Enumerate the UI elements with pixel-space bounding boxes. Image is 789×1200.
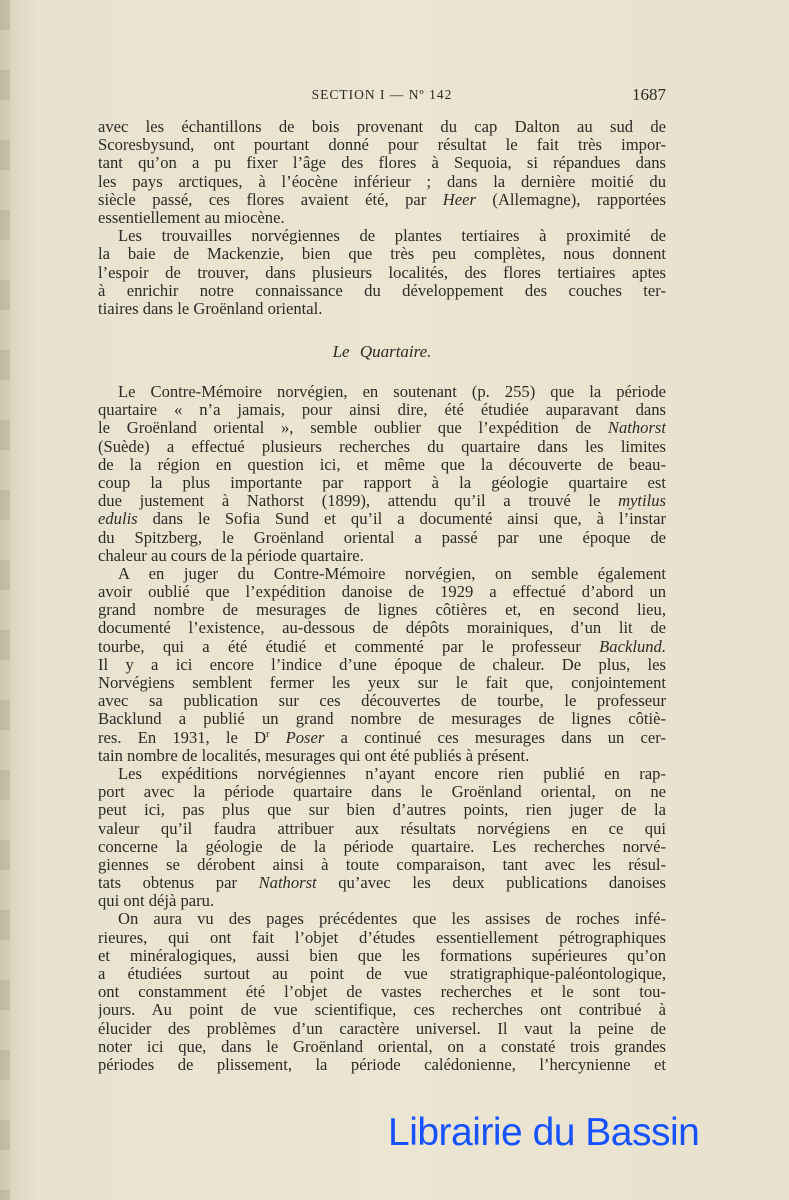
page-number: 1687 xyxy=(632,85,666,104)
text-line: (Suède) a effectué plusieurs recherches du quartaire dans les limites xyxy=(98,437,666,456)
text-line: res. En 1931, le $D^r$ Poser a continué ces mesurages dans un cer- xyxy=(98,728,666,747)
text-line: documenté l’existence, au-dessous de dépôts morainiques, d’un lit de xyxy=(98,619,666,638)
italic-text: mytilus xyxy=(618,492,666,511)
text-line: A en juger du Contre-Mémoire norvégien, on semble également xyxy=(118,564,666,583)
text-line: concerne la géologie de la période quartaire. Les recherches norvé- xyxy=(98,837,666,856)
text-line: périodes de plissement, la période calédonienne, l’hercynienne et xyxy=(98,1055,666,1074)
section-heading: Le Quartaire. xyxy=(332,342,432,361)
paragraph xyxy=(98,227,666,318)
text-line: tant qu’on a pu fixer l’âge des flores à Sequoia, si répandues dans xyxy=(98,154,666,173)
text-line: Les expéditions norvégiennes n’ayant encore rien publié en rap- xyxy=(118,764,666,783)
text-line: due justement à Nathorst (1899), attendu qu’il a trouvé le mytilus xyxy=(98,492,666,511)
text-line: Le Contre-Mémoire norvégien, en soutenant (p. 255) que la période xyxy=(118,383,666,401)
italic-text: Nathorst xyxy=(607,419,666,438)
text-line: avec les échantillons de bois provenant du cap Dalton au sud de xyxy=(98,118,666,136)
paragraph xyxy=(98,565,666,765)
text-line: les pays arctiques, à l’éocène inférieur ; dans la dernière moitié du xyxy=(98,172,666,191)
text-block-tertiary xyxy=(98,118,666,318)
page-binding-edge xyxy=(0,0,10,1200)
text-line: noter ici que, dans le Groënland oriental, on a constaté trois grandes xyxy=(98,1037,666,1056)
italic-text: Heer xyxy=(442,190,476,209)
text-line: chaleur au cours de la période quartaire. xyxy=(98,546,364,565)
text-line: et minéralogiques, aussi bien que les formations supérieures qu’on xyxy=(98,946,666,965)
text-line: de la région en question ici, et même que la découverte de beau- xyxy=(98,455,666,474)
text-line: Scoresbysund, ont pourtant donné pour résultat le fait très impor- xyxy=(98,136,666,155)
text-line: edulis dans le Sofia Sund et qu’il a documenté ainsi que, à l’instar xyxy=(98,510,666,529)
text-block-quaternary xyxy=(98,383,666,1074)
text-line: jours. Au point de vue scientifique, ces recherches ont contribué à xyxy=(98,1001,666,1020)
italic-text: edulis xyxy=(98,510,138,529)
paragraph xyxy=(98,383,666,565)
text-line: valeur qu’il faudra attribuer aux résultats norvégiens en ce qui xyxy=(98,819,666,838)
text-line: élucider des problèmes d’un caractère universel. Il vaut la peine de xyxy=(98,1019,666,1038)
text-line: du Spitzberg, le Groënland oriental a passé par une époque de xyxy=(98,528,666,547)
italic-text: Nathorst xyxy=(258,874,317,893)
running-header xyxy=(98,85,666,107)
italic-text: Poser xyxy=(285,728,325,747)
text-line: port avec la période quartaire dans le Groënland oriental, on ne xyxy=(98,783,666,802)
italic-text: Backlund. xyxy=(599,637,666,656)
text-line: giennes se dérobent ainsi à toute comparaison, tant avec les résul- xyxy=(98,855,666,874)
text-line: quartaire « n’a jamais, pour ainsi dire, été étudiée auparavant dans xyxy=(98,401,666,420)
text-line: ont constamment été l’objet de vastes recherches et le sont tou- xyxy=(98,983,666,1002)
text-line: grand nombre de mesurages de lignes côtières et, en second lieu, xyxy=(98,601,666,620)
text-line: coup la plus importante par rapport à la géologie quartaire est xyxy=(98,473,666,492)
text-line: siècle passé, ces flores avaient été, par Heer (Allemagne), rapportées xyxy=(98,190,666,209)
text-line: tats obtenus par Nathorst qu’avec les deux publications danoises xyxy=(98,874,666,893)
text-line: à enrichir notre connaissance du développement des couches ter- xyxy=(98,281,666,300)
text-line: qui ont déjà paru. xyxy=(98,892,215,911)
text-line: Les trouvailles norvégiennes de plantes tertiaires à proximité de xyxy=(118,227,666,246)
section-label: SECTION I — Nº 142 xyxy=(311,87,453,102)
paragraph xyxy=(98,910,666,1074)
text-line: Norvégiens semblent fermer les yeux sur le fait que, conjointement xyxy=(98,674,666,692)
text-line: avec sa publication sur ces découvertes de tourbe, le professeur xyxy=(98,692,666,711)
superscript: r xyxy=(266,728,270,740)
text-line: l’espoir de trouver, dans plusieurs localités, des flores tertiaires aptes xyxy=(98,263,666,282)
text-line: le Groënland oriental », semble oublier que l’expédition de Nathorst xyxy=(98,419,666,438)
paragraph xyxy=(98,765,666,911)
text-line: Backlund a publié un grand nombre de mesurages de lignes côtiè- xyxy=(98,710,666,729)
text-line: peut ici, pas plus que sur bien d’autres points, rien juger de la xyxy=(98,801,666,820)
text-line: On aura vu des pages précédentes que les assises de roches infé- xyxy=(118,910,666,929)
watermark: Librairie du Bassin xyxy=(388,1111,700,1154)
text-line: avoir oublié que l’expédition danoise de 1929 a effectué d’abord un xyxy=(98,583,666,602)
text-line: essentiellement au miocène. xyxy=(98,208,285,227)
text-line: tiaires dans le Groënland oriental. xyxy=(98,299,323,318)
text-line: rieures, qui ont fait l’objet d’études essentiellement pétrographiques xyxy=(98,928,666,947)
text-line: a étudiées surtout au point de vue stratigraphique-paléontologique, xyxy=(98,965,666,983)
paragraph xyxy=(98,118,666,227)
text-line: tain nombre de localités, mesurages qui ont été publiés à présent. xyxy=(98,746,530,765)
text-line: tourbe, qui a été étudié et commenté par le professeur Backlund. xyxy=(98,637,666,656)
text-line: Il y a ici encore l’indice d’une époque de chaleur. De plus, les xyxy=(98,655,666,674)
text-line: la baie de Mackenzie, bien que très peu complètes, nous donnent xyxy=(98,245,666,264)
